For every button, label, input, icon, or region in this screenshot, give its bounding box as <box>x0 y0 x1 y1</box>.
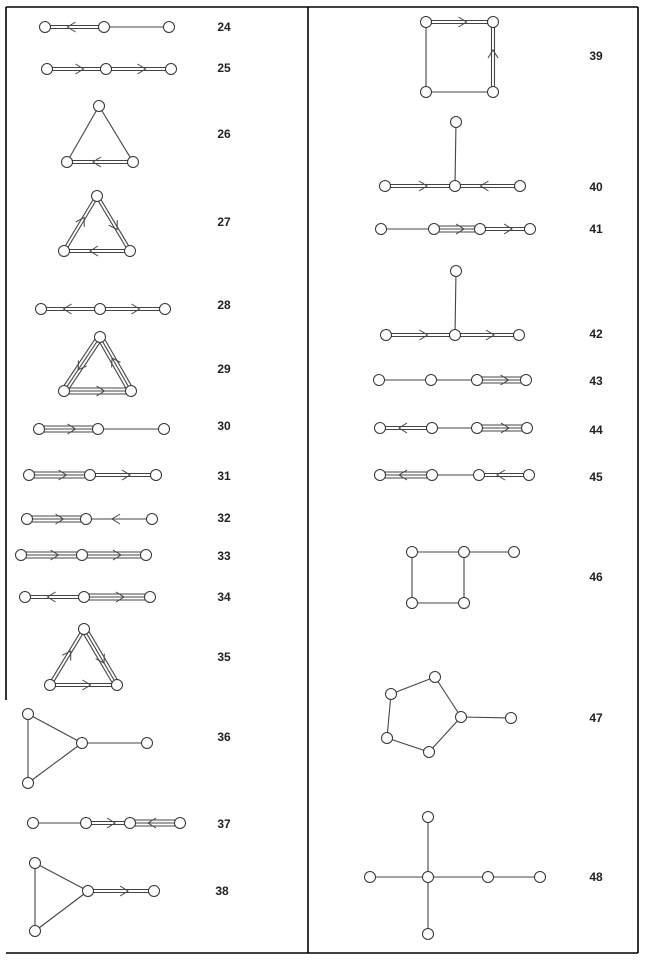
graph-number-label: 34 <box>217 590 231 604</box>
graph-number-label: 38 <box>215 884 229 898</box>
graph-36 <box>23 709 153 789</box>
graph-number-label: 46 <box>589 570 603 584</box>
graph-34 <box>20 592 156 603</box>
graph-number-label: 44 <box>589 423 603 437</box>
graph-28 <box>36 304 171 315</box>
graph-39 <box>421 17 499 98</box>
graph-number-label: 35 <box>217 650 231 664</box>
graph-24 <box>40 22 175 33</box>
graph-number-label: 25 <box>217 61 231 75</box>
graph-number-label: 36 <box>217 730 231 744</box>
graph-48 <box>365 812 546 940</box>
graph-number-label: 33 <box>217 549 231 563</box>
graph-32 <box>22 514 158 525</box>
graph-47 <box>382 672 517 758</box>
graph-31 <box>24 470 162 481</box>
graph-number-label: 41 <box>589 222 603 236</box>
graph-number-label: 30 <box>217 419 231 433</box>
graph-41 <box>376 224 536 235</box>
graph-40 <box>380 117 526 192</box>
graph-number-label: 32 <box>217 511 231 525</box>
graph-45 <box>375 470 535 481</box>
graph-46 <box>407 547 520 609</box>
graph-35 <box>45 624 123 691</box>
graph-30 <box>34 424 170 435</box>
graph-29 <box>59 332 137 397</box>
graph-25 <box>42 64 177 75</box>
graph-27 <box>59 191 136 257</box>
graph-number-label: 28 <box>217 298 231 312</box>
graph-number-label: 48 <box>589 870 603 884</box>
graph-26 <box>62 101 139 168</box>
graph-33 <box>16 550 152 561</box>
graph-number-label: 39 <box>589 49 603 63</box>
graph-37 <box>28 818 186 829</box>
graph-number-label: 47 <box>589 711 603 725</box>
graph-number-label: 27 <box>217 215 231 229</box>
graph-number-label: 43 <box>589 374 603 388</box>
table-frame <box>6 7 638 953</box>
graph-42 <box>381 266 525 341</box>
graph-38 <box>30 858 160 937</box>
graph-number-label: 29 <box>217 362 231 376</box>
graph-number-label: 40 <box>589 180 603 194</box>
graph-43 <box>374 375 532 386</box>
graph-number-label: 45 <box>589 470 603 484</box>
graph-number-label: 26 <box>217 127 231 141</box>
graph-number-label: 24 <box>217 20 231 34</box>
graph-number-label: 31 <box>217 469 231 483</box>
graph-number-label: 42 <box>589 327 603 341</box>
graph-44 <box>375 423 533 434</box>
graph-number-label: 37 <box>217 817 231 831</box>
